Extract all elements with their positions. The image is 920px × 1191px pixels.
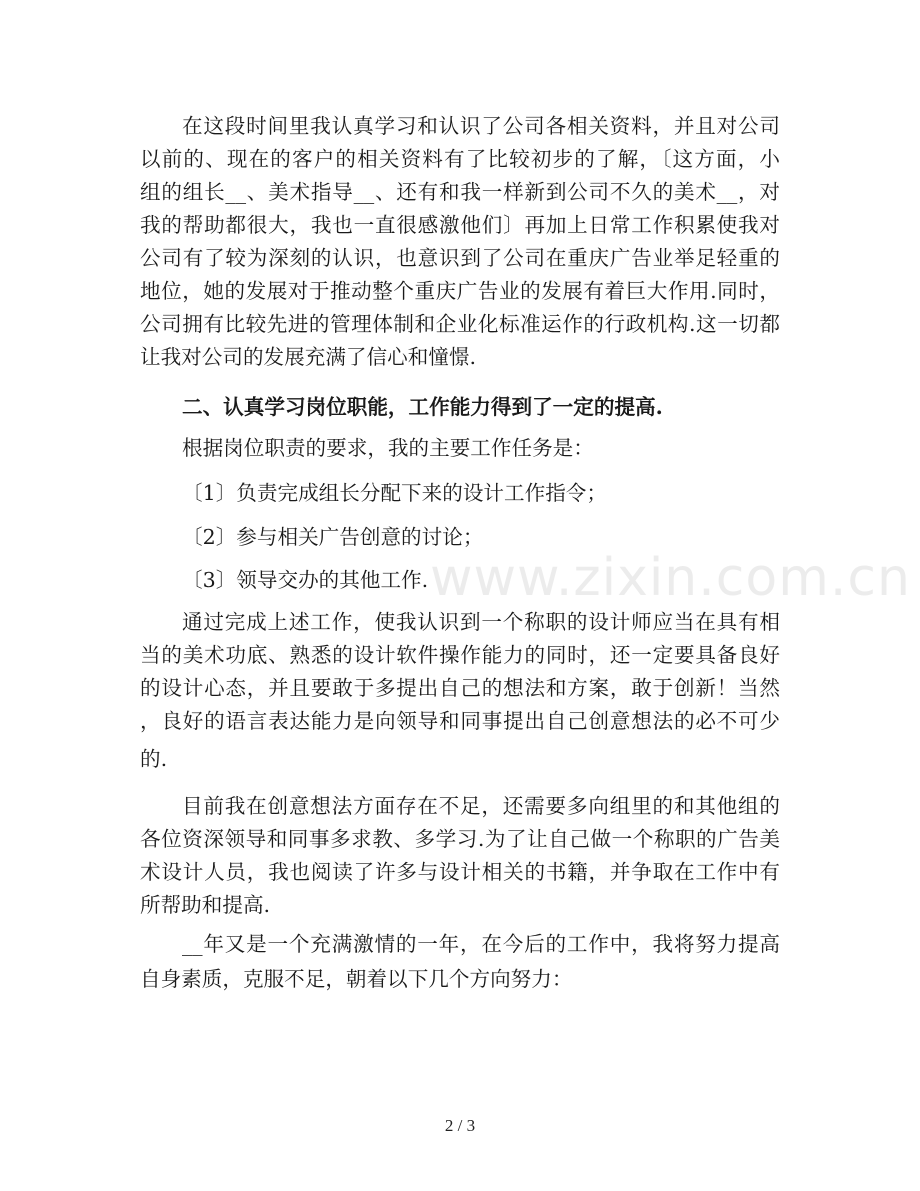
task-intro: 根据岗位职责的要求，我的主要工作任务是： [182,436,594,460]
paragraph-3-line-2: 各位资深领导和同事多求教、多学习.为了让自己做一个称职的广告美 [140,827,780,851]
paragraph-1-line-3: 组的组长__、美术指导__、还有和我一样新到公司不久的美术__，对 [140,180,780,204]
page-number: 2 / 3 [444,1116,476,1135]
paragraph-3-line-4: 所帮助和提高. [140,893,271,917]
paragraph-3-line-3: 术设计人员，我也阅读了许多与设计相关的书籍，并争取在工作中有 [140,860,780,884]
paragraph-2-line-3: 的设计心态，并且要敢于多提出自己的想法和方案，敢于创新！当然 [140,676,780,700]
task-item-1: 〔1〕负责完成组长分配下来的设计工作指令； [182,481,607,505]
paragraph-1-line-7: 公司拥有比较先进的管理体制和企业化标准运作的行政机构.这一切都 [140,312,780,336]
paragraph-1-line-2: 以前的、现在的客户的相关资料有了比较初步的了解，〔这方面，小 [140,147,780,171]
section-heading: 二、认真学习岗位职能，工作能力得到了一定的提高. [182,395,663,419]
task-item-2: 〔2〕参与相关广告创意的讨论； [182,525,484,549]
paragraph-4-line-1: __年又是一个充满激情的一年，在今后的工作中，我将努力提高 [182,932,780,956]
paragraph-1-line-5: 公司有了较为深刻的认识，也意识到了公司在重庆广告业举足轻重的 [140,246,780,270]
paragraph-3-line-1: 目前我在创意想法方面存在不足，还需要多向组里的和其他组的 [182,794,780,818]
paragraph-4-line-2: 自身素质，克服不足，朝着以下几个方向努力： [140,967,573,991]
paragraph-2-line-1: 通过完成上述工作，使我认识到一个称职的设计师应当在具有相 [182,610,780,634]
paragraph-1-line-6: 地位，她的发展对于推动整个重庆广告业的发展有着巨大作用.同时， [140,279,780,303]
paragraph-1-line-4: 我的帮助都很大，我也一直很感激他们〕再加上日常工作积累使我对 [140,213,780,237]
task-item-3: 〔3〕领导交办的其他工作. [182,568,429,592]
paragraph-1-line-8: 让我对公司的发展充满了信心和憧憬. [140,345,477,369]
paragraph-1-line-1: 在这段时间里我认真学习和认识了公司各相关资料，并且对公司 [182,114,780,138]
paragraph-2-line-4: ，良好的语言表达能力是向领导和同事提出自己创意想法的必不可少 [140,709,780,733]
paragraph-2-line-5: 的. [140,747,168,771]
watermark: www.zixin.com.cn [430,548,911,608]
paragraph-2-line-2: 当的美术功底、熟悉的设计软件操作能力的同时，还一定要具备良好 [140,643,780,667]
